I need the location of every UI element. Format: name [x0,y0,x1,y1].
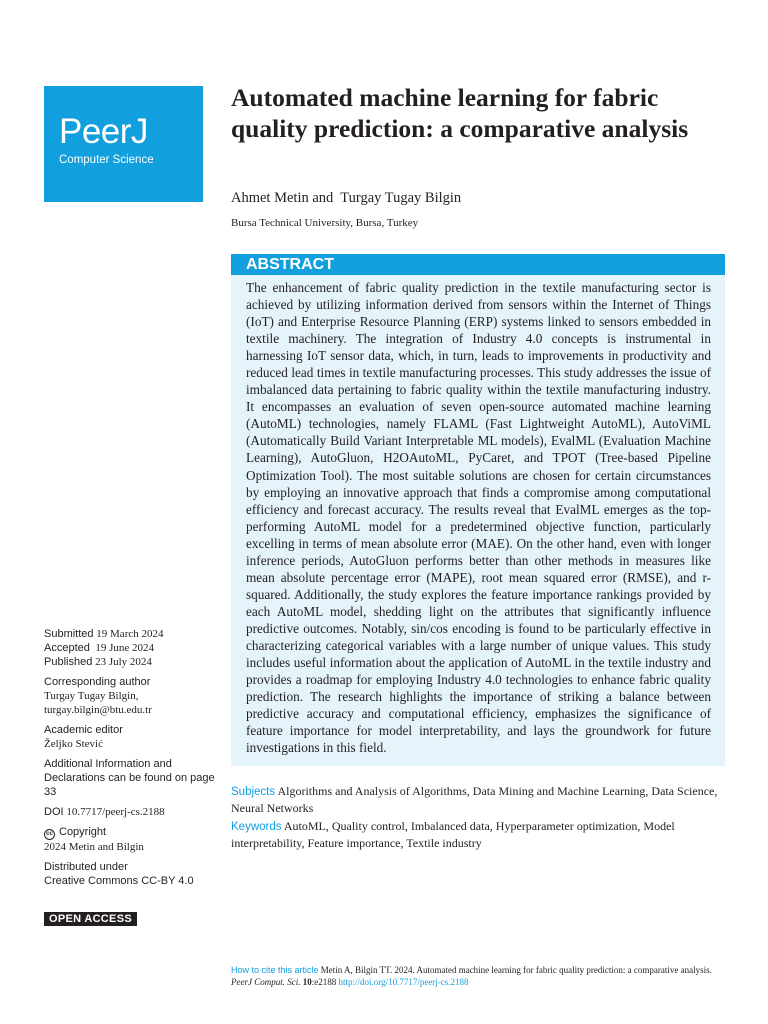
open-access-badge: OPEN ACCESS [44,912,137,926]
author-list: Ahmet Metin and Turgay Tugay Bilgin [231,190,462,206]
accepted-label: Accepted [44,642,90,654]
corresponding-name: Turgay Tugay Bilgin, [44,690,139,702]
additional-info: Additional Information and Declarations can be found on page 33 [44,758,215,798]
submitted-row [44,627,219,641]
corresponding-email[interactable]: turgay.bilgin@btu.edu.tr [44,704,152,716]
citation-article: :e2188 [311,977,337,987]
peerj-logo [44,86,203,202]
corresponding-label: Corresponding author [44,676,151,688]
citation-footer [231,964,731,988]
subjects-label: Subjects [231,786,276,798]
doi-value[interactable]: 10.7717/peerj-cs.2188 [66,806,165,818]
copyright-icon: cc [44,829,55,840]
citation-volume: 10 [302,977,312,987]
submitted-date: 19 March 2024 [96,628,164,640]
published-date: 23 July 2024 [95,656,152,668]
published-label: Published [44,656,93,668]
citation-journal: PeerJ Comput. Sci. [231,977,301,987]
logo-wordmark: PeerJ [59,112,148,151]
subjects-text: Algorithms and Analysis of Algorithms, Data Mining and Machine Learning, Data Science, Neural Networks [231,784,718,815]
logo-subtitle: Computer Science [59,154,154,166]
subjects-keywords [231,783,725,853]
editor-name: Željko Stević [44,738,103,750]
accepted-date: 19 June 2024 [95,642,155,654]
abstract-heading: ABSTRACT [231,254,725,275]
citation-text: Metin A, Bilgin TT. 2024. Automated machine learning for fabric quality prediction: a comparative analysis. [320,965,712,975]
copyright-row [44,825,219,840]
copyright-label: Copyright [59,826,107,838]
license-line-2[interactable]: Creative Commons CC-BY 4.0 [44,875,194,887]
published-row [44,655,219,669]
editor-label: Academic editor [44,724,123,736]
article-title: Automated machine learning for fabric quality prediction: a comparative analysis [231,83,689,143]
article-sidebar [44,627,219,888]
doi-label: DOI [44,806,64,818]
keywords-label: Keywords [231,821,282,833]
keywords-text: AutoML, Quality control, Imbalanced data, Hyperparameter optimization, Model interpretability, Feature importance, Textile industry [231,819,675,850]
abstract-text: The enhancement of fabric quality prediction in the textile manufacturing sector is achieved by utilizing information derived from sensors within the Internet of Things (IoT) and Enterprise Resource Planning (ERP) systems linked to sensors embedded in textile machinery. The integration of Industry 4.0 concepts is instrumental in harnessing IoT sensor data, which, in turn, leads to improvements in productivity and reduced lead times in textile manufacturing processes. This study addresses the issue of imbalanced data pertaining to fabric quality within the textile manufacturing industry. It encompasses an evaluation of seven open-source automated machine learning (AutoML) technologies, namely FLAML (Fast Lightweight AutoML), AutoViML (Automatically Build Variant Interpretable ML models), EvalML (Evaluation Machine Learning), AutoGluon, H2OAutoML, PyCaret, and TPOT (Tree-based Pipeline Optimization Tool). The most suitable solutions are chosen for certain circumstances by employing an innovative approach that finds a compromise among computational efficiency and forecast accuracy. The results reveal that EvalML emerges as the top-performing AutoML model for a predetermined objective function, particularly excelling in terms of mean absolute error (MAE). On the other hand, even with longer inference periods, AutoGluon performs better than other methods in measures like mean absolute percentage error (MAPE), root mean squared error (RMSE), and r-squared. Additionally, the study explores the feature importance rankings provided by each AutoML model, shedding light on the attributes that significantly influence predictive outcomes. Notably, sin/cos encoding is found to be particularly effective in characterizing categorical variables with a large number of unique values. This study includes useful information about the application of AutoML in the textile industry and provides a roadmap for employing Industry 4.0 technologies to enhance fabric quality prediction. The research highlights the importance of striking a balance between predictive accuracy and computational efficiency, emphasizes the significance of feature importance for model interpretability, and lays the groundwork for future investigations in this field. [246,280,711,756]
submitted-label: Submitted [44,628,94,640]
abstract-box [231,254,725,766]
copyright-value: 2024 Metin and Bilgin [44,841,144,853]
citation-label: How to cite this article [231,965,319,975]
accepted-row [44,641,219,655]
affiliation: Bursa Technical University, Bursa, Turkey [231,217,419,229]
subjects-line [231,783,725,816]
doi-row [44,805,219,819]
license-line-1: Distributed under [44,861,128,873]
citation-doi-link[interactable]: http://doi.org/10.7717/peerj-cs.2188 [338,977,469,987]
keywords-line [231,818,725,851]
